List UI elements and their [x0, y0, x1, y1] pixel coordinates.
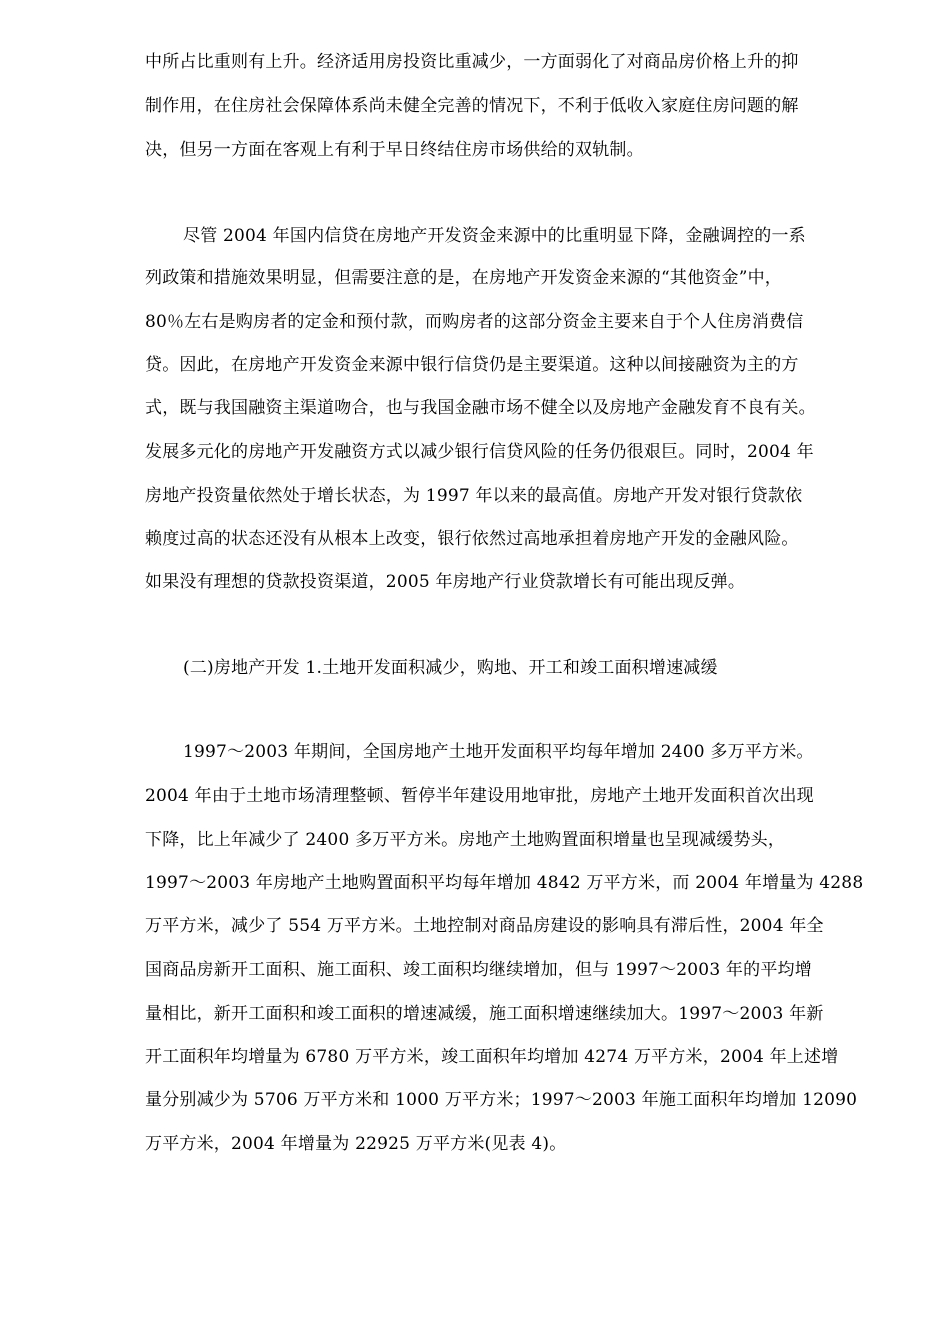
text-line: 制作用，在住房社会保障体系尚未健全完善的情况下，不利于低收入家庭住房问题的解	[145, 96, 799, 116]
text-line: 量相比，新开工面积和竣工面积的增速减缓，施工面积增速继续加大。1997～2003 年新	[145, 1004, 824, 1024]
text-line: 下降，比上年减少了 2400 多万平方米。房地产土地购置面积增量也呈现减缓势头，	[145, 830, 786, 850]
text-line: 发展多元化的房地产开发融资方式以减少银行信贷风险的任务仍很艰巨。同时，2004 年	[145, 442, 814, 462]
text-line: 国商品房新开工面积、施工面积、竣工面积均继续增加，但与 1997～2003 年的平均增	[145, 960, 812, 980]
text-line: 赖度过高的状态还没有从根本上改变，银行依然过高地承担着房地产开发的金融风险。	[145, 529, 799, 549]
text-line: 1997～2003 年期间，全国房地产土地开发面积平均每年增加 2400 多万平方米。	[183, 742, 814, 762]
text-line: 万平方米，减少了 554 万平方米。土地控制对商品房建设的影响具有滞后性，2004 年全	[145, 916, 824, 936]
text-line: 如果没有理想的贷款投资渠道，2005 年房地产行业贷款增长有可能出现反弹。	[145, 572, 746, 592]
text-line: 80％左右是购房者的定金和预付款，而购房者的这部分资金主要来自于个人住房消费信	[145, 312, 804, 332]
section-heading: (二)房地产开发 1.土地开发面积减少，购地、开工和竣工面积增速减缓	[183, 658, 718, 678]
text-line: 量分别减少为 5706 万平方米和 1000 万平方米；1997～2003 年施工面积年均增加 12090	[145, 1090, 858, 1110]
text-line: 中所占比重则有上升。经济适用房投资比重减少，一方面弱化了对商品房价格上升的抑	[145, 52, 799, 72]
text-line: 房地产投资量依然处于增长状态，为 1997 年以来的最高值。房地产开发对银行贷款依	[145, 486, 803, 506]
text-line: 式，既与我国融资主渠道吻合，也与我国金融市场不健全以及房地产金融发育不良有关。	[145, 398, 816, 418]
text-line: 1997～2003 年房地产土地购置面积平均每年增加 4842 万平方米，而 2004 年增量为 4288	[145, 873, 864, 893]
text-line: 尽管 2004 年国内信贷在房地产开发资金来源中的比重明显下降，金融调控的一系	[183, 226, 806, 246]
text-line: 列政策和措施效果明显，但需要注意的是，在房地产开发资金来源的“其他资金”中，	[145, 268, 782, 288]
text-line: 2004 年由于土地市场清理整顿、暂停半年建设用地审批，房地产土地开发面积首次出现	[145, 786, 814, 806]
text-line: 万平方米，2004 年增量为 22925 万平方米(见表 4)。	[145, 1134, 567, 1154]
text-line: 决，但另一方面在客观上有利于早日终结住房市场供给的双轨制。	[145, 140, 644, 160]
text-line: 贷。因此，在房地产开发资金来源中银行信贷仍是主要渠道。这种以间接融资为主的方	[145, 355, 799, 375]
text-line: 开工面积年均增量为 6780 万平方米，竣工面积年均增加 4274 万平方米，2004 年上述增	[145, 1047, 839, 1067]
